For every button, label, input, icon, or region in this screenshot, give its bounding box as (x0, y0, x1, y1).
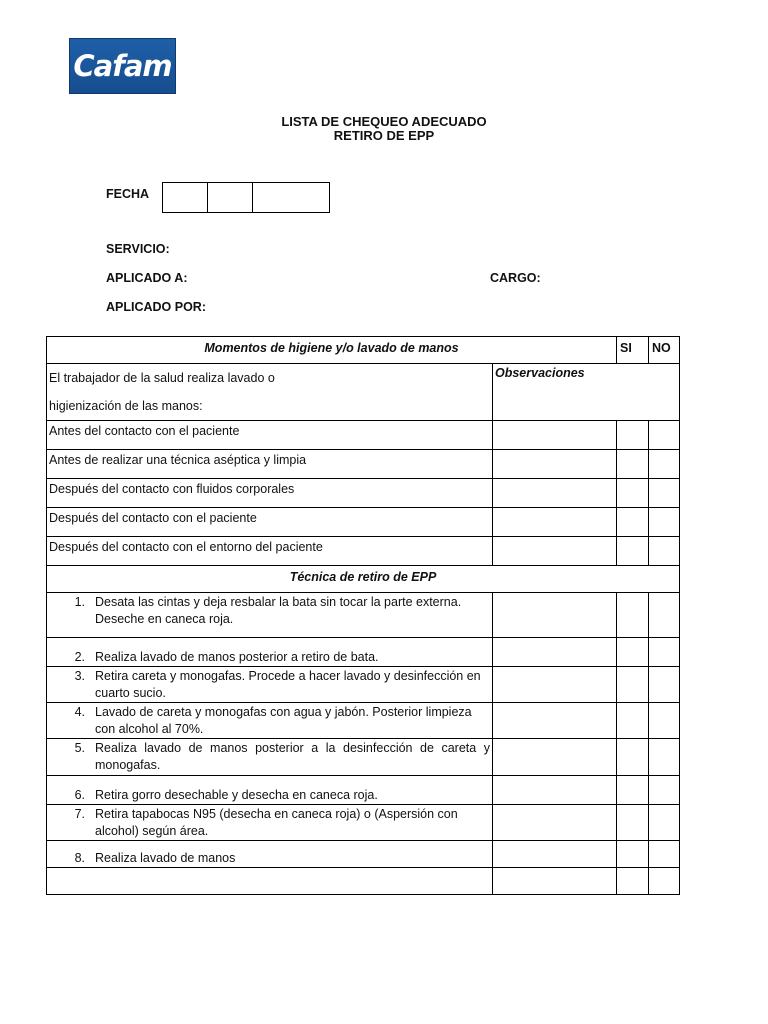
step-number: 8. (74, 851, 85, 865)
servicio-label: SERVICIO: (106, 242, 170, 256)
table-row (47, 703, 680, 739)
step-number: 2. (74, 650, 85, 664)
si-header: SI (617, 337, 649, 364)
table-row (47, 739, 680, 776)
step-cell (47, 638, 493, 667)
moment-label: Después del contacto con fluidos corporales (47, 479, 493, 508)
step-cell (47, 739, 493, 776)
fecha-day-cell[interactable] (163, 183, 208, 212)
observation-cell[interactable] (493, 667, 617, 703)
step-cell (47, 593, 493, 638)
observation-cell[interactable] (493, 450, 617, 479)
table-row (47, 805, 680, 841)
step-cell (47, 776, 493, 805)
si-checkbox[interactable] (617, 638, 649, 667)
no-checkbox[interactable] (649, 508, 680, 537)
observation-cell[interactable] (493, 776, 617, 805)
step-number: 6. (74, 788, 85, 802)
no-checkbox[interactable] (649, 667, 680, 703)
table-row (47, 868, 680, 895)
si-checkbox[interactable] (617, 776, 649, 805)
step-text: Retira gorro desechable y desecha en caneca roja. (95, 788, 378, 802)
aplicado-por-label: APLICADO POR: (106, 300, 206, 314)
table-row (47, 537, 680, 566)
no-checkbox[interactable] (649, 638, 680, 667)
si-checkbox[interactable] (617, 841, 649, 868)
observation-cell[interactable] (493, 508, 617, 537)
step-number: 1. (74, 595, 85, 609)
observation-cell[interactable] (493, 868, 617, 895)
table-row (47, 508, 680, 537)
observation-cell[interactable] (493, 841, 617, 868)
section-title: Técnica de retiro de EPP (47, 566, 680, 593)
aplicado-a-label: APLICADO A: (106, 271, 188, 285)
si-checkbox[interactable] (617, 479, 649, 508)
si-checkbox[interactable] (617, 667, 649, 703)
section-row (47, 566, 680, 593)
intro-cell (47, 364, 493, 421)
step-number: 4. (74, 705, 85, 719)
observation-cell[interactable] (493, 805, 617, 841)
fecha-label: FECHA (106, 187, 150, 201)
observaciones-cell[interactable] (493, 364, 680, 421)
step-text: Desata las cintas y deja resbalar la bata sin tocar la parte externa. Deseche en caneca roja. (95, 595, 462, 626)
step-cell (47, 667, 493, 703)
step-cell (47, 841, 493, 868)
observation-cell[interactable] (493, 479, 617, 508)
moment-label: Antes de realizar una técnica aséptica y limpia (47, 450, 493, 479)
moment-label: Después del contacto con el paciente (47, 508, 493, 537)
observation-cell[interactable] (493, 703, 617, 739)
no-checkbox[interactable] (649, 841, 680, 868)
si-checkbox[interactable] (617, 739, 649, 776)
si-checkbox[interactable] (617, 421, 649, 450)
table-row (47, 667, 680, 703)
step-text: Realiza lavado de manos posterior a la desinfección de careta y monogafas. (95, 741, 490, 772)
observation-cell[interactable] (493, 537, 617, 566)
cargo-label: CARGO: (490, 271, 541, 285)
table-header: Momentos de higiene y/o lavado de manos (47, 337, 617, 364)
si-checkbox[interactable] (617, 508, 649, 537)
no-checkbox[interactable] (649, 421, 680, 450)
no-checkbox[interactable] (649, 537, 680, 566)
step-text: Retira careta y monogafas. Procede a hacer lavado y desinfección en cuarto sucio. (95, 669, 481, 700)
document-subtitle: RETIRO DE EPP (333, 128, 435, 143)
table-row (47, 450, 680, 479)
empty-cell[interactable] (47, 868, 493, 895)
si-checkbox[interactable] (617, 805, 649, 841)
si-checkbox[interactable] (617, 593, 649, 638)
document-title: LISTA DE CHEQUEO ADECUADO (281, 114, 487, 129)
step-cell (47, 703, 493, 739)
observaciones-label: Observaciones (495, 366, 585, 380)
table-row (47, 841, 680, 868)
table-row (47, 421, 680, 450)
no-checkbox[interactable] (649, 776, 680, 805)
logo-text: Cafam (73, 49, 172, 83)
step-number: 3. (74, 669, 85, 683)
step-number: 7. (74, 807, 85, 821)
moment-label: Después del contacto con el entorno del paciente (47, 537, 493, 566)
observation-cell[interactable] (493, 638, 617, 667)
fecha-month-cell[interactable] (208, 183, 253, 212)
observation-cell[interactable] (493, 739, 617, 776)
si-checkbox[interactable] (617, 450, 649, 479)
fecha-field[interactable] (162, 182, 330, 213)
table-row (47, 638, 680, 667)
moment-label: Antes del contacto con el paciente (47, 421, 493, 450)
no-header: NO (649, 337, 680, 364)
step-number: 5. (74, 741, 85, 755)
table-header-row (47, 337, 680, 364)
fecha-year-cell[interactable] (253, 183, 329, 212)
cafam-logo (69, 38, 176, 94)
step-text: Lavado de careta y monogafas con agua y jabón. Posterior limpieza con alcohol al 70%. (95, 705, 472, 736)
no-checkbox[interactable] (649, 739, 680, 776)
intro-line-2: higienización de las manos: (49, 399, 203, 413)
observation-cell[interactable] (493, 421, 617, 450)
no-checkbox[interactable] (649, 450, 680, 479)
si-checkbox[interactable] (617, 868, 649, 895)
step-text: Realiza lavado de manos posterior a retiro de bata. (95, 650, 379, 664)
observation-cell[interactable] (493, 593, 617, 638)
table-row (47, 479, 680, 508)
no-checkbox[interactable] (649, 805, 680, 841)
no-checkbox[interactable] (649, 868, 680, 895)
step-text: Realiza lavado de manos (95, 851, 236, 865)
step-text: Retira tapabocas N95 (desecha en caneca roja) o (Aspersión con alcohol) según área. (95, 807, 458, 838)
step-cell (47, 805, 493, 841)
no-checkbox[interactable] (649, 479, 680, 508)
no-checkbox[interactable] (649, 703, 680, 739)
table-row (47, 593, 680, 638)
no-checkbox[interactable] (649, 593, 680, 638)
si-checkbox[interactable] (617, 537, 649, 566)
si-checkbox[interactable] (617, 703, 649, 739)
intro-line-1: El trabajador de la salud realiza lavado o (49, 371, 275, 385)
table-row (47, 776, 680, 805)
checklist-table (46, 336, 680, 895)
intro-row (47, 364, 680, 421)
